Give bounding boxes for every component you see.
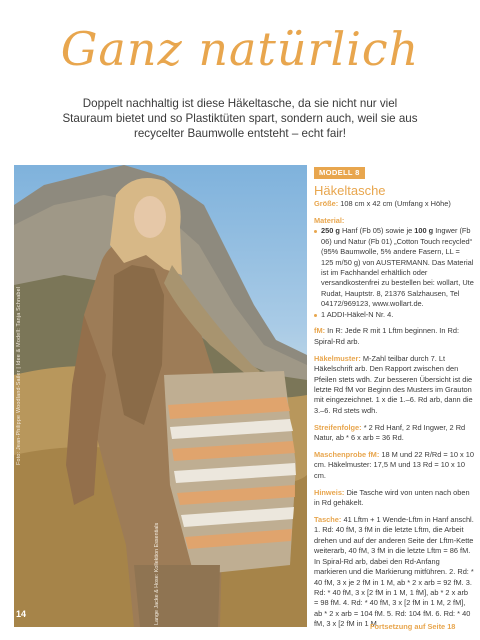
haekelmuster-section (314, 354, 474, 416)
material-label: Material: (314, 215, 345, 225)
pattern-column (314, 167, 474, 636)
model-photo (14, 165, 307, 627)
haekelmuster-text: M-Zahl teilbar durch 7. Lt Häkelschrift arb. Den Rapport zwischen den Pfeilen stets wdh. Zur besseren Übersicht ist die letzte Rd fM vor Beginn des Musters im Grauton mit eingezeichnet. 1 x die 1.–6. Rd arb, dann die 3.–6. Rd stets wdh. (314, 353, 473, 415)
maschenprobe-label: Maschenprobe fM: (314, 450, 380, 460)
headline: Ganz natürlich (60, 22, 420, 76)
page-number: 14 (16, 609, 27, 619)
photo-illustration (14, 165, 307, 627)
hinweis-section (314, 488, 474, 509)
list-item (314, 226, 474, 309)
photo-credit: Foto: Jean-Philippe Woodland-Sailer | Idee & Modell: Tanja Schnabel (16, 286, 22, 465)
continuation-link[interactable]: Fortsetzung auf Seite 18 (370, 622, 456, 631)
hinweis-text: Die Tasche wird von unten nach oben in Rd gehäkelt. (314, 487, 470, 508)
maschenprobe-text: 18 M und 22 R/Rd = 10 x 10 cm. Häkelmuster: 17,5 M und 13 Rd = 10 x 10 cm. (314, 450, 475, 480)
streifen-label: Streifenfolge: (314, 422, 362, 432)
streifen-section (314, 423, 474, 444)
fm-section (314, 326, 474, 347)
intro-text: Doppelt nachhaltig ist diese Häkeltasche, da sie nicht nur viel Stauraum bietet und so Plastiktüten spart, sondern auch, weil sie aus recycelter Baumwolle entsteht – echt fair! (62, 97, 418, 140)
streifen-text: * 2 Rd Hanf, 2 Rd Ingwer, 2 Rd Natur, ab * 6 x arb = 36 Rd. (314, 422, 466, 443)
material-qty-1: 250 g (321, 226, 340, 236)
tasche-text: 41 Lftm + 1 Wende-Lftm in Hanf anschl. 1. Rd: 40 fM, 3 fM in die letzte Lftm, die Arbeit drehen und auf der anderen Seite der Lftm-Kette weiterarb, 40 fM, 3 fM in die letzte Lftm = 86 fM. In Spiral-Rd arb, dabei den Rd-Anfang markieren und die Markierung mitführen. 2. Rd: * 40 fM, 3 x je 2 fM in 1 M, ab * 2 x arb = 92 fM. 3. Rd: * 40 fM, 3 x [2 fM in 1 M, 1 fM], ab * 2 x arb = 98 fM. 4. Rd: * 40 fM, 3 x [2 fM in 1 M, 2 fM], ab * 2 x arb = 104 fM. 5. Rd: 104 fM. 6. Rd: * 40 fM, 3 x [2 fM in 1 M, (314, 515, 474, 629)
material-section (314, 216, 474, 320)
fm-label: fM: (314, 326, 326, 336)
clothing-credit: Lange Jacke & Hose: Kollektion Essentials (154, 522, 160, 625)
pattern-title: Häkeltasche (314, 183, 386, 198)
material-qty-2: 100 g (414, 226, 434, 236)
size-section (314, 199, 474, 209)
material-list (314, 226, 474, 320)
size-label: Größe: (314, 199, 339, 208)
list-item (314, 310, 474, 320)
tasche-section (314, 515, 474, 629)
model-badge: MODELL 8 (314, 167, 365, 179)
material-text-2: Ingwer (Fb 06) und Natur (Fb 01) „Cotton Touch recycled“ (95% Baumwolle, 5% andere Fasern, LL = 125 m/50 g) von AUSTERMANN. Das Material ist im Fachhandel erhältlich oder versandkostenfrei zu bestellen bei: wollart, Ute Rudat, Hauptstr. 8, 21376 Salzhausen, Tel 04172/969123, www.wollart.de. (321, 226, 474, 309)
hinweis-label: Hinweis: (314, 487, 345, 497)
material-text-1: Hanf (Fb 05) sowie je (339, 226, 415, 236)
maschenprobe-section (314, 450, 474, 481)
haekelmuster-label: Häkelmuster: (314, 353, 361, 363)
tasche-label: Tasche: (314, 515, 342, 525)
size-text: 108 cm x 42 cm (Umfang x Höhe) (340, 199, 451, 208)
material-hook: 1 ADDI-Häkel-N Nr. 4. (321, 309, 394, 319)
fm-text: In R: Jede R mit 1 Lftm beginnen. In Rd: Spiral-Rd arb. (314, 326, 460, 346)
